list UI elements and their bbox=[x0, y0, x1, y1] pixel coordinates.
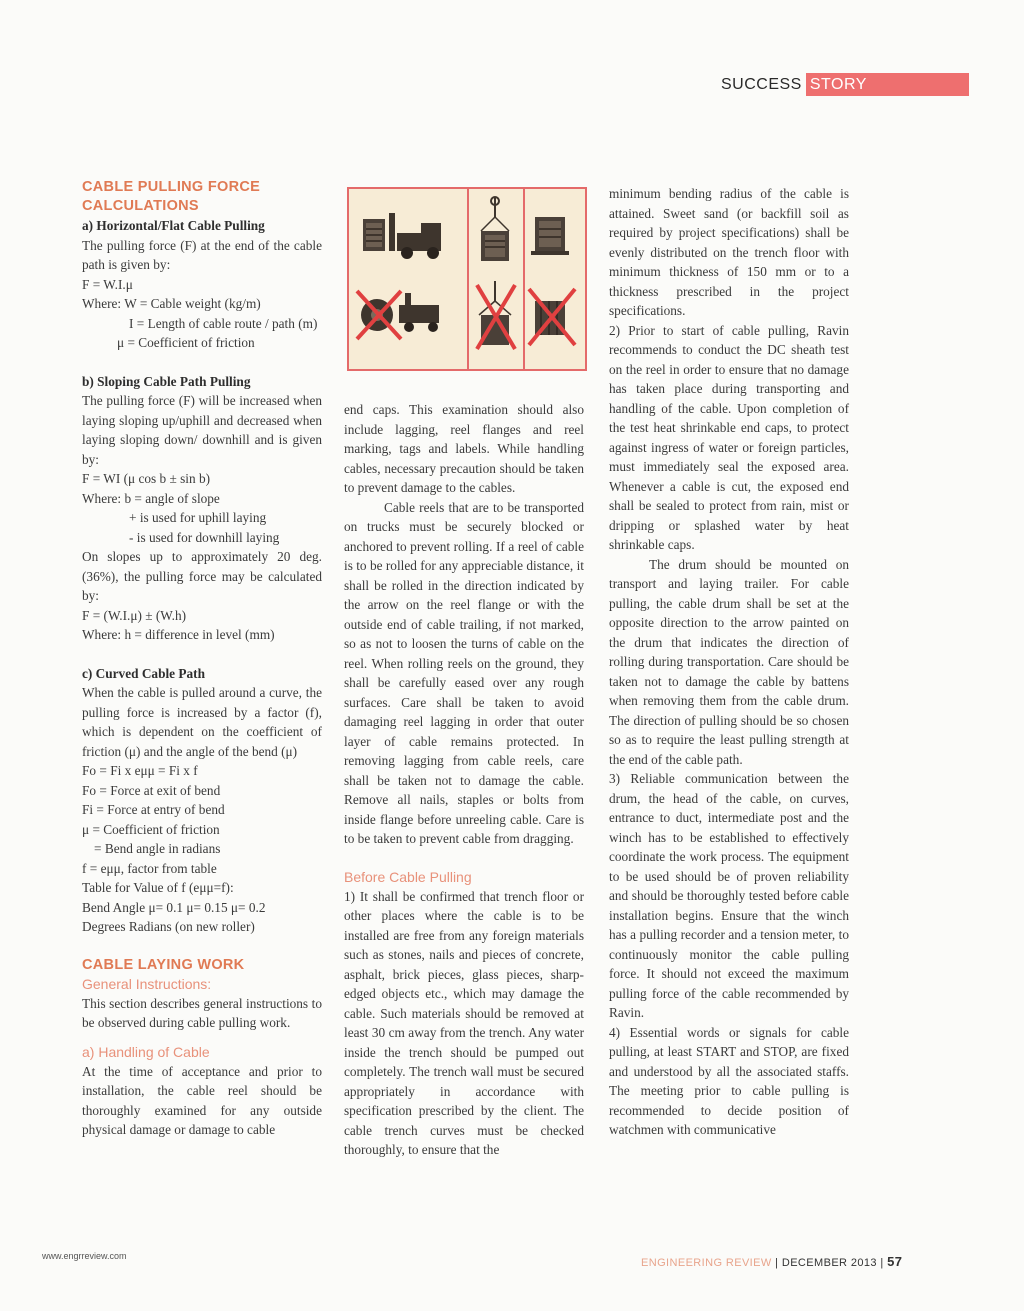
paragraph: minimum bending radius of the cable is attained. Sweet sand (or backfill soil as required by project specifications) shall be evenly distributed on the trench floor with minimum thickness of 150 mm or to a thickness prescribed in the project specifications. bbox=[609, 186, 849, 318]
footer-magazine: ENGINEERING REVIEW bbox=[641, 1257, 772, 1269]
formula-where: + is used for uphill laying bbox=[129, 510, 267, 525]
formula-where: Where: W = Cable weight (kg/m) bbox=[82, 296, 261, 311]
subhead-sloping: b) Sloping Cable Path Pulling bbox=[82, 373, 251, 389]
formula-where: Where: b = angle of slope bbox=[82, 490, 220, 506]
subhead-before-pulling: Before Cable Pulling bbox=[344, 868, 472, 885]
formula-line: f = eμμ, factor from table bbox=[82, 860, 217, 876]
section-tag bbox=[721, 73, 969, 96]
formula-line: Fo = Fi x eμμ = Fi x f bbox=[82, 763, 198, 778]
formula-line: Table for Value of f (eμμ=f): bbox=[82, 880, 234, 895]
formula-line: = Bend angle in radians bbox=[94, 841, 221, 856]
figure-illustration bbox=[349, 189, 585, 369]
column-left bbox=[82, 178, 322, 1140]
page-number: 57 bbox=[887, 1254, 903, 1269]
section-tag-word1: SUCCESS bbox=[721, 75, 802, 93]
section-tag-word2: STORY bbox=[806, 73, 969, 96]
section-title-laying: CABLE LAYING WORK bbox=[82, 956, 245, 973]
paragraph: end caps. This examination should also include lagging, reel flanges and reel marking, tags and labels. While handling cables, necessary precaution should be taken to prevent damage to the cables. bbox=[344, 402, 584, 495]
subhead-horizontal: a) Horizontal/Flat Cable Pulling bbox=[82, 218, 265, 233]
formula-where: - is used for downhill laying bbox=[129, 529, 280, 545]
paragraph: 3) Reliable communication between the drum, the head of the cable, on curves, entrance to duct, intermediate post and the winch has to be established to effectively coordinate the work process. The equipment to be used should be of proven reliability and should be thoroughly tested before cable installation begins. Ensure that the winch has a pulling recorder and a tension meter, to continuously monitor the cable pulling force. It should not exceed the maximum pulling force of the cable recommended by Ravin. bbox=[609, 771, 849, 1020]
footer-website: www.engrreview.com bbox=[42, 1251, 127, 1261]
column-middle bbox=[344, 400, 584, 1160]
formula: F = W.I.μ bbox=[82, 276, 133, 292]
footer-folio bbox=[641, 1254, 902, 1269]
formula: F = WI (μ cos b ± sin b) bbox=[82, 471, 211, 486]
formula-line: Fo = Force at exit of bend bbox=[82, 782, 221, 798]
formula-line: μ = Coefficient of friction bbox=[82, 821, 220, 837]
paragraph: This section describes general instructions to be observed during cable pulling work. bbox=[82, 995, 322, 1030]
paragraph: The pulling force (F) at the end of the cable path is given by: bbox=[82, 237, 322, 272]
paragraph: When the cable is pulled around a curve, the pulling force is increased by a factor (f), which is dependent on the coefficient of friction (μ) and the angle of the bend (μ) bbox=[82, 685, 322, 759]
paragraph: 4) Essential words or signals for cable pulling, at least START and STOP, are fixed and understood by all the associated staffs. The meeting prior to cable pulling is recommended to decide position of watchmen with communicative bbox=[609, 1024, 849, 1137]
formula-where: Where: h = difference in level (mm) bbox=[82, 627, 275, 642]
paragraph: Cable reels that are to be transported on trucks must be securely blocked or anchored to prevent rolling. If a reel of cable is to be rolled for any appreciable distance, it shall be rolled in the direction indicated by the arrow on the reel flange or with the outside end of cable trailing, if not marked, so as not to loosen the turns of cable on the reel. When rolling reels on the ground, they shall be carefully eased over any rough surfaces. Care shall be taken to avoid damaging reel lagging in order that outer layer of cable remains protected. In removing lagging from cable reels, care shall be taken not to damage the cable. Remove all nails, staples or bolts from inside flange before unreeling cable. Care is to be taken to prevent cable from dragging. bbox=[344, 499, 584, 846]
subhead-curved: c) Curved Cable Path bbox=[82, 665, 205, 681]
paragraph: The pulling force (F) will be increased when laying sloping up/uphill and decreased when laying sloping down/ downhill and is given by: bbox=[82, 393, 322, 467]
footer-issue: | DECEMBER 2013 | bbox=[775, 1257, 884, 1269]
formula-where: I = Length of cable route / path (m) bbox=[129, 315, 318, 331]
paragraph: At the time of acceptance and prior to installation, the cable reel should be thoroughly examined for any outside physical damage or damage to cable bbox=[82, 1063, 322, 1137]
section-title-pulling-force: CABLE PULLING FORCE CALCULATIONS bbox=[82, 179, 261, 214]
formula: F = (W.I.μ) ± (W.h) bbox=[82, 607, 187, 623]
paragraph: 2) Prior to start of cable pulling, Ravin recommends to conduct the DC sheath test on the reel in order to ensure that no damage has taken place during transporting and handling of the cable. Upon completion of the test heat shrinkable end caps, to protect against ingress of water or foreign particles, must immediately seal the exposed area. Whenever a cable is cut, the exposed end shall be sealed to protect from rain, mist or dripping or splashed water by heat shrinkable caps. bbox=[609, 322, 849, 552]
subhead-general: General Instructions: bbox=[82, 975, 212, 992]
paragraph: The drum should be mounted on transport and laying trailer. For cable pulling, the cable drum shall be set at the opposite direction to the arrow painted on the drum that indicates the direction of rolling during transportation. Care should be taken not to damage the cable by battens when removing them from the cable drum. The direction of pulling should be so chosen so as to require the least pulling strength at the end of the cable path. bbox=[609, 556, 849, 767]
formula-line: Fi = Force at entry of bend bbox=[82, 802, 225, 817]
formula-line: Degrees Radians (on new roller) bbox=[82, 919, 255, 934]
formula-line: Bend Angle μ= 0.1 μ= 0.15 μ= 0.2 bbox=[82, 899, 266, 915]
paragraph: 1) It shall be confirmed that trench floor or other places where the cable is to be installed are free from any foreign materials such as stones, nails and pieces of concrete, asphalt, brick pieces, glass pieces, sharp-edged objects etc., which may damage the cable. Such materials should be removed at least 30 cm away from the trench. Any water inside the trench should be pumped out completely. The trench wall must be secured appropriately in accordance with specification prescribed by the client. The cable trench curves must be checked thoroughly, to ensure that the bbox=[344, 888, 584, 1157]
formula-where: μ = Coefficient of friction bbox=[117, 335, 255, 350]
paragraph: On slopes up to approximately 20 deg. (36%), the pulling force may be calculated by: bbox=[82, 549, 322, 603]
column-right bbox=[609, 184, 849, 1140]
cable-reel-handling-figure bbox=[347, 187, 587, 371]
subhead-handling: a) Handling of Cable bbox=[82, 1043, 210, 1060]
